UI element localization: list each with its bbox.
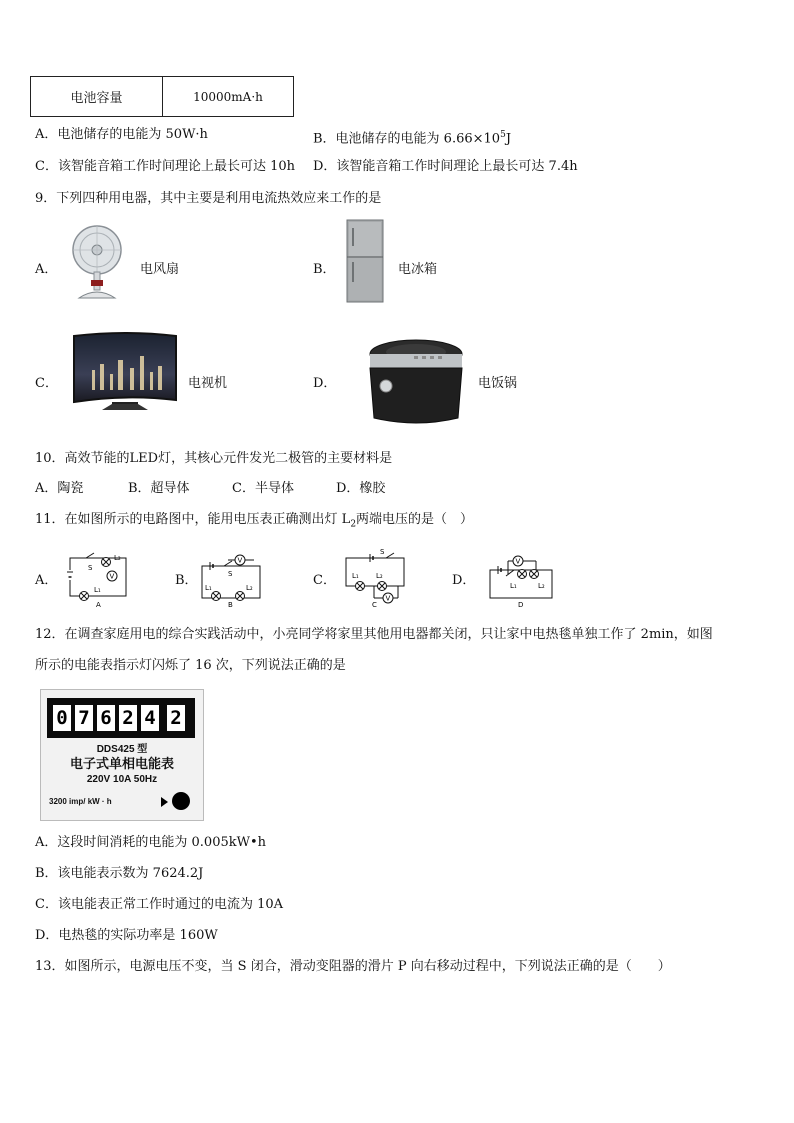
q10-option-c: C．半导体 (232, 481, 294, 496)
q11-letter-d: D． (452, 573, 476, 588)
q11-stem: 11．在如图所示的电路图中，能用电压表正确测出灯 $L_2$两端电压的是（ ） (35, 512, 474, 530)
q12-option-c: C．该电能表正常工作时通过的电流为 10A (35, 897, 284, 912)
meter-digit-2: 7 (75, 705, 93, 731)
television-icon (72, 330, 178, 412)
circuit-c-label-l1: L₁ (352, 572, 359, 580)
circuit-d-label-l2: L₂ (538, 582, 545, 590)
q9-stem: 9．下列四种用电器，其中主要是利用电流热效应来工作的是 (35, 191, 382, 206)
q13-stem: 13．如图所示，电源电压不变，当 S 闭合，滑动变阻器的滑片 P 向右移动过程中，下列说法正确的是（ ） (35, 959, 671, 974)
meter-digit-5: 4 (141, 705, 159, 731)
circuit-diagram-b (198, 550, 264, 608)
rice-cooker-icon (364, 330, 468, 430)
q9-letter-b: B． (313, 262, 336, 277)
circuit-diagram-a (66, 550, 130, 608)
electric-meter (40, 689, 204, 821)
circuit-diagram-c (340, 548, 410, 608)
q9-letter-a: A． (35, 262, 58, 277)
circuit-c-caption: C (372, 601, 377, 608)
circuit-b-caption: B (228, 601, 233, 608)
q12-stem-line2: 所示的电能表指示灯闪烁了 16 次，下列说法正确的是 (35, 658, 346, 673)
circuit-d-label-v: V (515, 557, 521, 566)
circuit-c-label-s: S (380, 548, 385, 556)
q9-label-c: 电视机 (188, 376, 228, 391)
battery-spec-table (30, 76, 294, 117)
meter-model: DDS425 型 (96, 744, 148, 755)
q9-letter-c: C． (35, 376, 58, 391)
q11-letter-a: A． (35, 573, 58, 588)
meter-arrow-icon (161, 797, 168, 807)
circuit-a-label-l1: L₁ (94, 586, 101, 594)
q9-label-d: 电饭锅 (478, 376, 518, 391)
meter-rating: 220V 10A 50Hz (86, 774, 158, 785)
q9-letter-d: D． (313, 376, 337, 391)
circuit-b-label-v: V (237, 556, 243, 565)
q10-option-a: A．陶瓷 (35, 481, 84, 496)
q9-label-b: 电冰箱 (398, 262, 438, 277)
q12-stem-line1: 12．在调查家庭用电的综合实践活动中，小亮同学将家里其他用电器都关闭，只让家中电热毯单独工作了 2min，如图 (35, 627, 713, 642)
q12-option-b: B．该电能表示数为 7624.2J (35, 866, 204, 881)
meter-constant: 3200 imp/ kW · h (49, 797, 112, 806)
meter-digit-3: 6 (97, 705, 115, 731)
q8-option-c: C．该智能音箱工作时间理论上最长可达 10h (35, 159, 295, 174)
circuit-d-caption: D (518, 601, 524, 608)
q8-option-a: A．电池储存的电能为 50W·h (35, 127, 208, 142)
meter-digit-4: 2 (119, 705, 137, 731)
circuit-d-label-l1: L₁ (510, 582, 517, 590)
circuit-b-label-l2: L₂ (246, 584, 253, 592)
circuit-a-label-l2: L₂ (114, 554, 121, 562)
meter-indicator-light-icon (172, 792, 190, 810)
spec-value: 10000mA·h (163, 77, 294, 117)
circuit-a-label-s: S (88, 564, 93, 572)
q11-letter-b: B． (175, 573, 198, 588)
meter-digit-1: 0 (53, 705, 71, 731)
circuit-a-caption: A (96, 601, 101, 608)
circuit-c-label-v: V (385, 594, 391, 603)
q12-option-a: A．这段时间消耗的电能为 0.005kW•h (35, 835, 267, 850)
q10-option-b: B．超导体 (128, 481, 190, 496)
q11-letter-c: C． (313, 573, 336, 588)
circuit-a-label-v: V (109, 572, 115, 581)
circuit-diagram-d (486, 550, 556, 608)
refrigerator-icon (345, 218, 385, 304)
circuit-b-label-s: S (228, 570, 233, 578)
q9-label-a: 电风扇 (140, 262, 180, 277)
circuit-c-label-l2: L₂ (376, 572, 383, 580)
q10-stem: 10．高效节能的LED灯，其核心元件发光二极管的主要材料是 (35, 451, 393, 466)
fan-icon (67, 222, 127, 302)
spec-label: 电池容量 (31, 77, 163, 117)
meter-name: 电子式单相电能表 (69, 757, 174, 772)
meter-decimal-digit: 2 (167, 705, 185, 731)
q10-option-d: D．橡胶 (336, 481, 386, 496)
circuit-b-label-l1: L₁ (205, 584, 212, 592)
q8-option-d: D．该智能音箱工作时间理论上最长可达 7.4h (313, 159, 578, 174)
q8-option-b: B．电池储存的电能为 $6.66\times 10^5J$ (313, 130, 512, 147)
q12-option-d: D．电热毯的实际功率是 160W (35, 928, 218, 943)
